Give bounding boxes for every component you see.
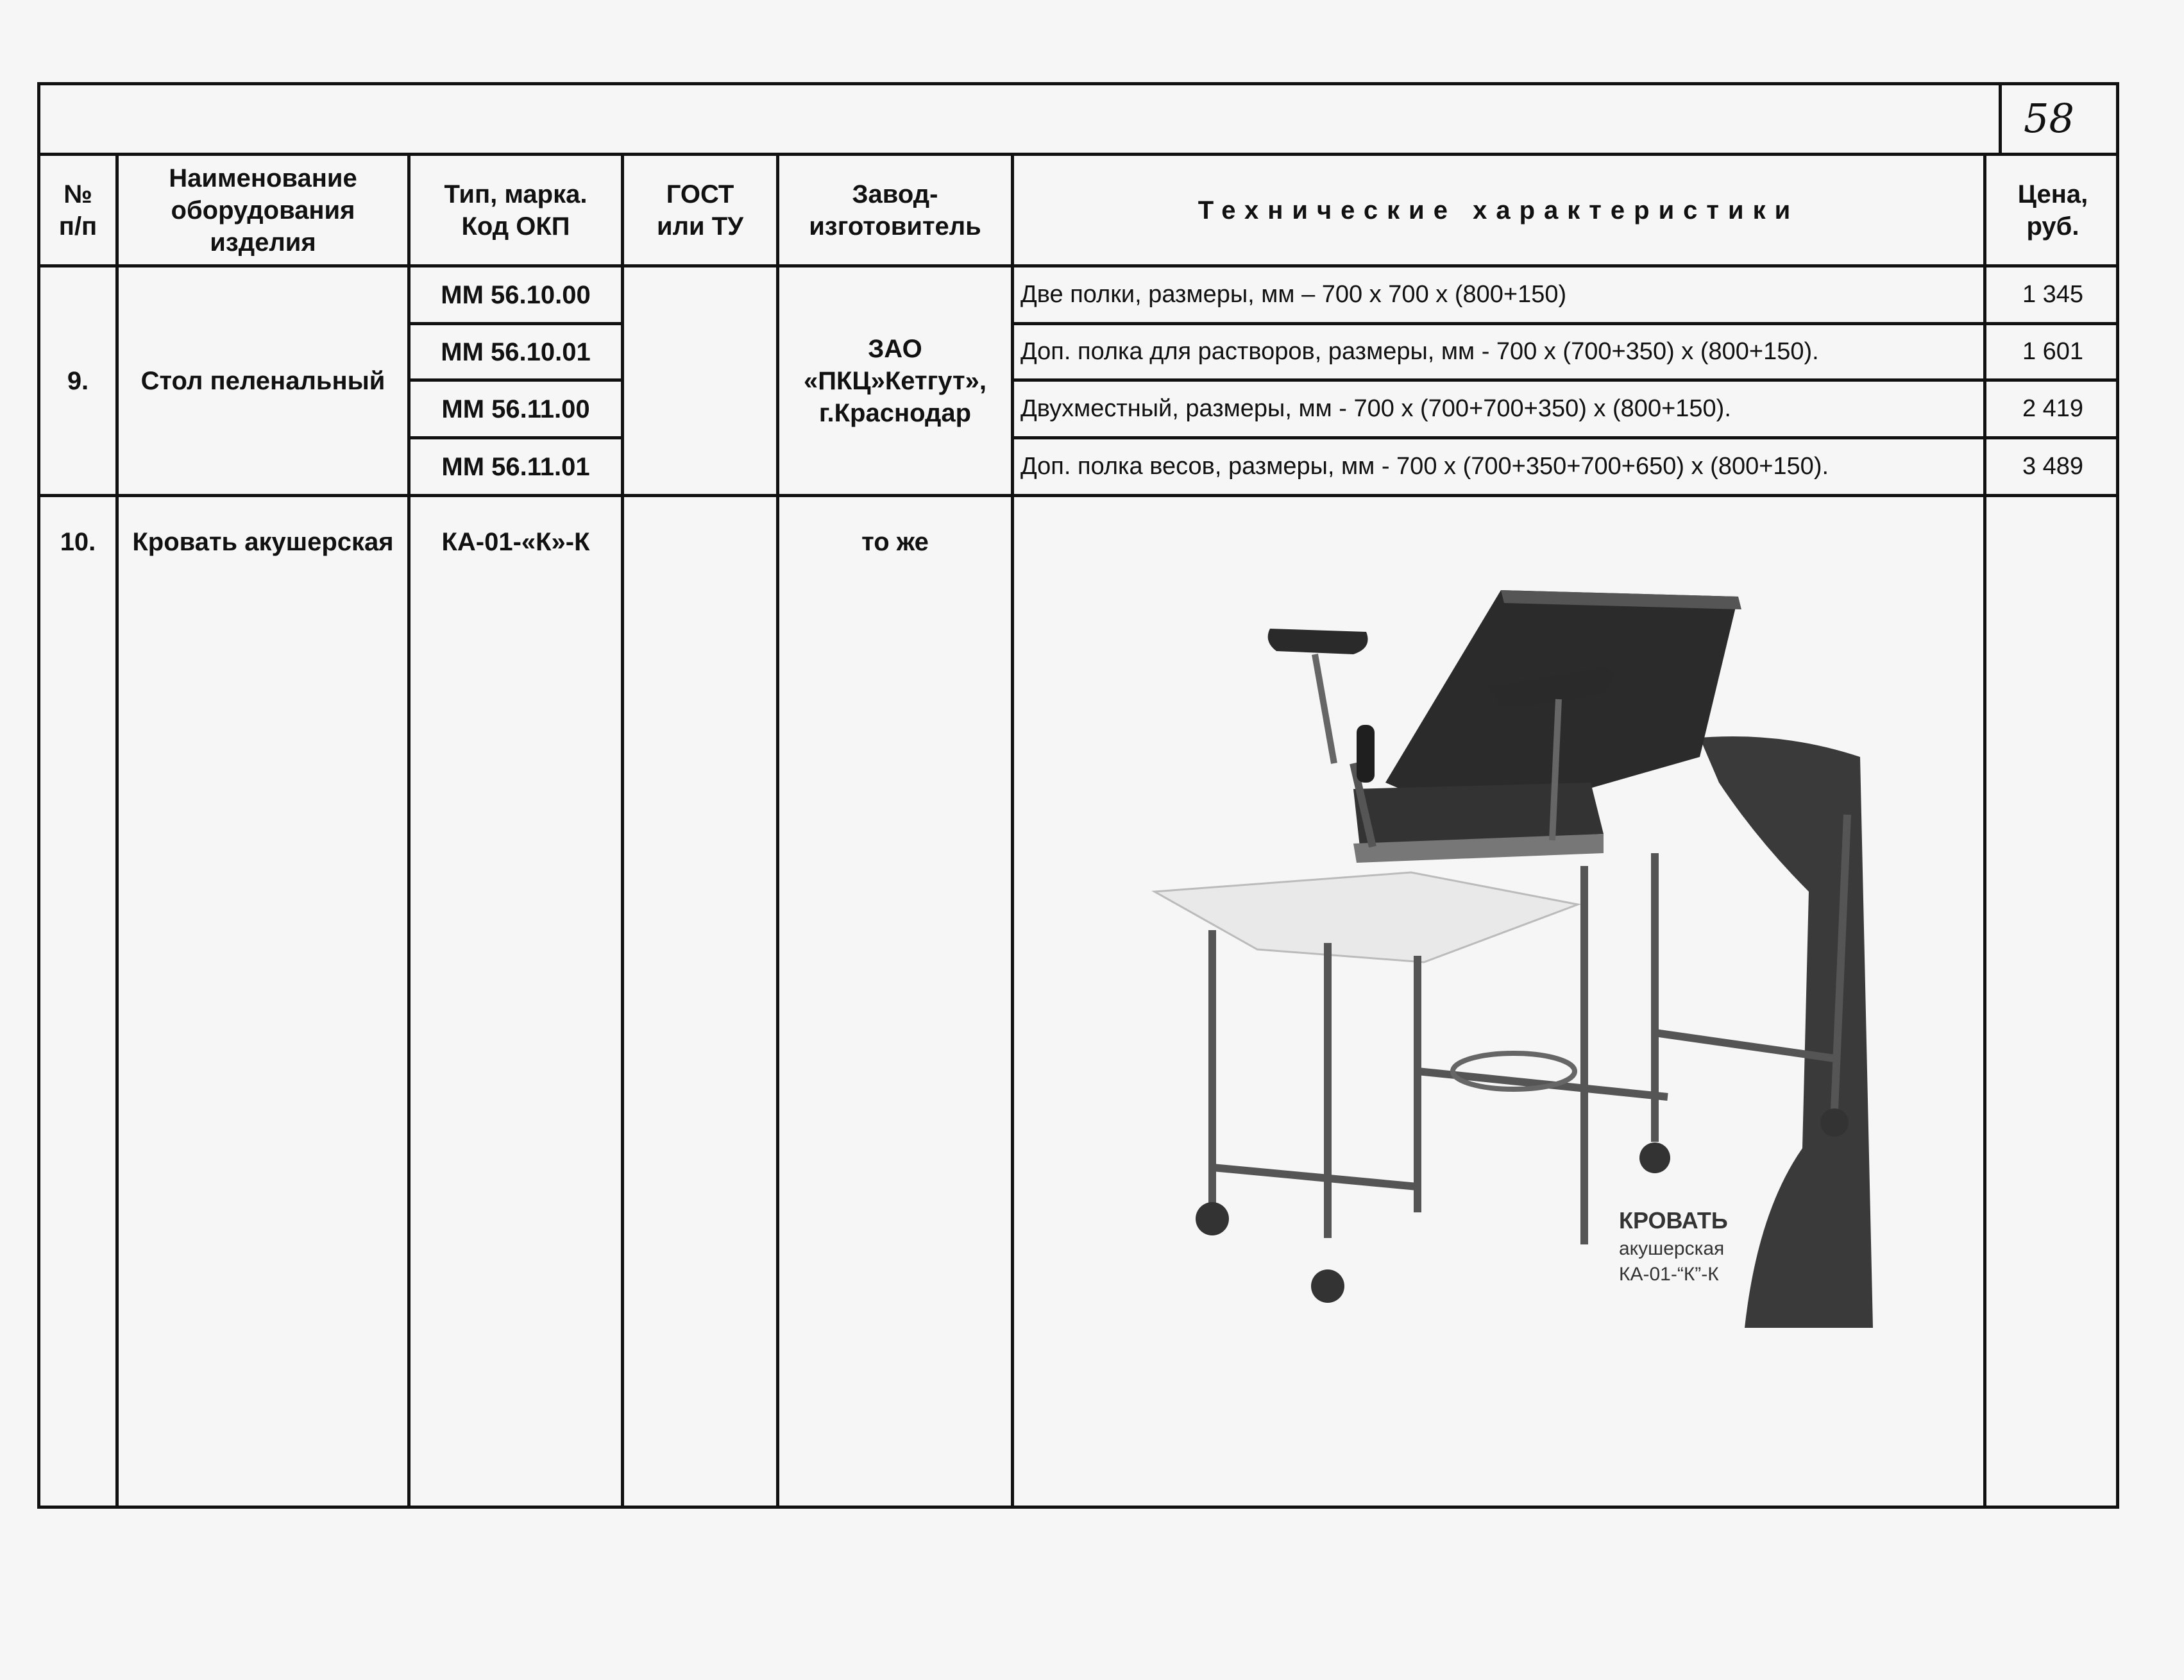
page-number: 58 xyxy=(2024,95,2074,142)
header-num: № п/п xyxy=(58,180,97,241)
row9-spec-1: Две полки, размеры, мм – 700 х 700 х (800+150) xyxy=(1020,280,1567,308)
row10-type: КА-01-«К»-К xyxy=(441,528,590,556)
header-name: Наименование оборудования изделия xyxy=(169,164,357,257)
top-frame xyxy=(37,82,2119,156)
col-line-3 xyxy=(621,153,624,1509)
row10-maker: то же xyxy=(861,528,929,556)
row10-name: Кровать акушерская xyxy=(132,528,394,556)
header-type: Тип, марка. Код ОКП xyxy=(444,180,588,241)
row9-price-1: 1 345 xyxy=(2022,280,2084,308)
row9-spec-3: Двухместный, размеры, мм - 700 х (700+700+350) х (800+150). xyxy=(1020,395,1731,422)
photo-caption-title: КРОВАТЬ xyxy=(1619,1207,1728,1234)
page-number-divider xyxy=(1999,82,2002,156)
row9-spec-4: Доп. полка весов, размеры, мм - 700 х (700+350+700+650) х (800+150). xyxy=(1020,452,1829,480)
row9-type-1: ММ 56.10.00 xyxy=(441,280,591,309)
obstetric-bed-photo xyxy=(1142,571,1886,1328)
row9-price-4: 3 489 xyxy=(2022,452,2084,480)
row9-type-4: ММ 56.11.01 xyxy=(441,452,590,481)
row9-type-2: ММ 56.10.01 xyxy=(441,337,591,366)
row9-maker: ЗАО «ПКЦ»Кетгут», г.Краснодар xyxy=(804,334,986,427)
header-specs: Технические характеристики xyxy=(1198,196,1800,225)
photo-caption-subtitle: акушерская xyxy=(1619,1238,1725,1259)
row9-name: Стол пеленальный xyxy=(140,366,385,395)
row9-type-3: ММ 56.11.00 xyxy=(441,395,590,423)
row9-bottom-line xyxy=(37,494,2119,497)
row9-num: 9. xyxy=(67,366,89,395)
row9-spec-2: Доп. полка для растворов, размеры, мм - 700 х (700+350) х (800+150). xyxy=(1020,337,1819,365)
header-maker: Завод- изготовитель xyxy=(809,180,981,241)
header-price: Цена, руб. xyxy=(2017,180,2088,241)
row9-price-3: 2 419 xyxy=(2022,395,2084,422)
row9-price-2: 1 601 xyxy=(2022,337,2084,365)
row10-num: 10. xyxy=(60,528,96,556)
photo-caption-model: КА-01-“К”-К xyxy=(1619,1264,1719,1285)
header-gost: ГОСТ или ТУ xyxy=(656,180,744,241)
